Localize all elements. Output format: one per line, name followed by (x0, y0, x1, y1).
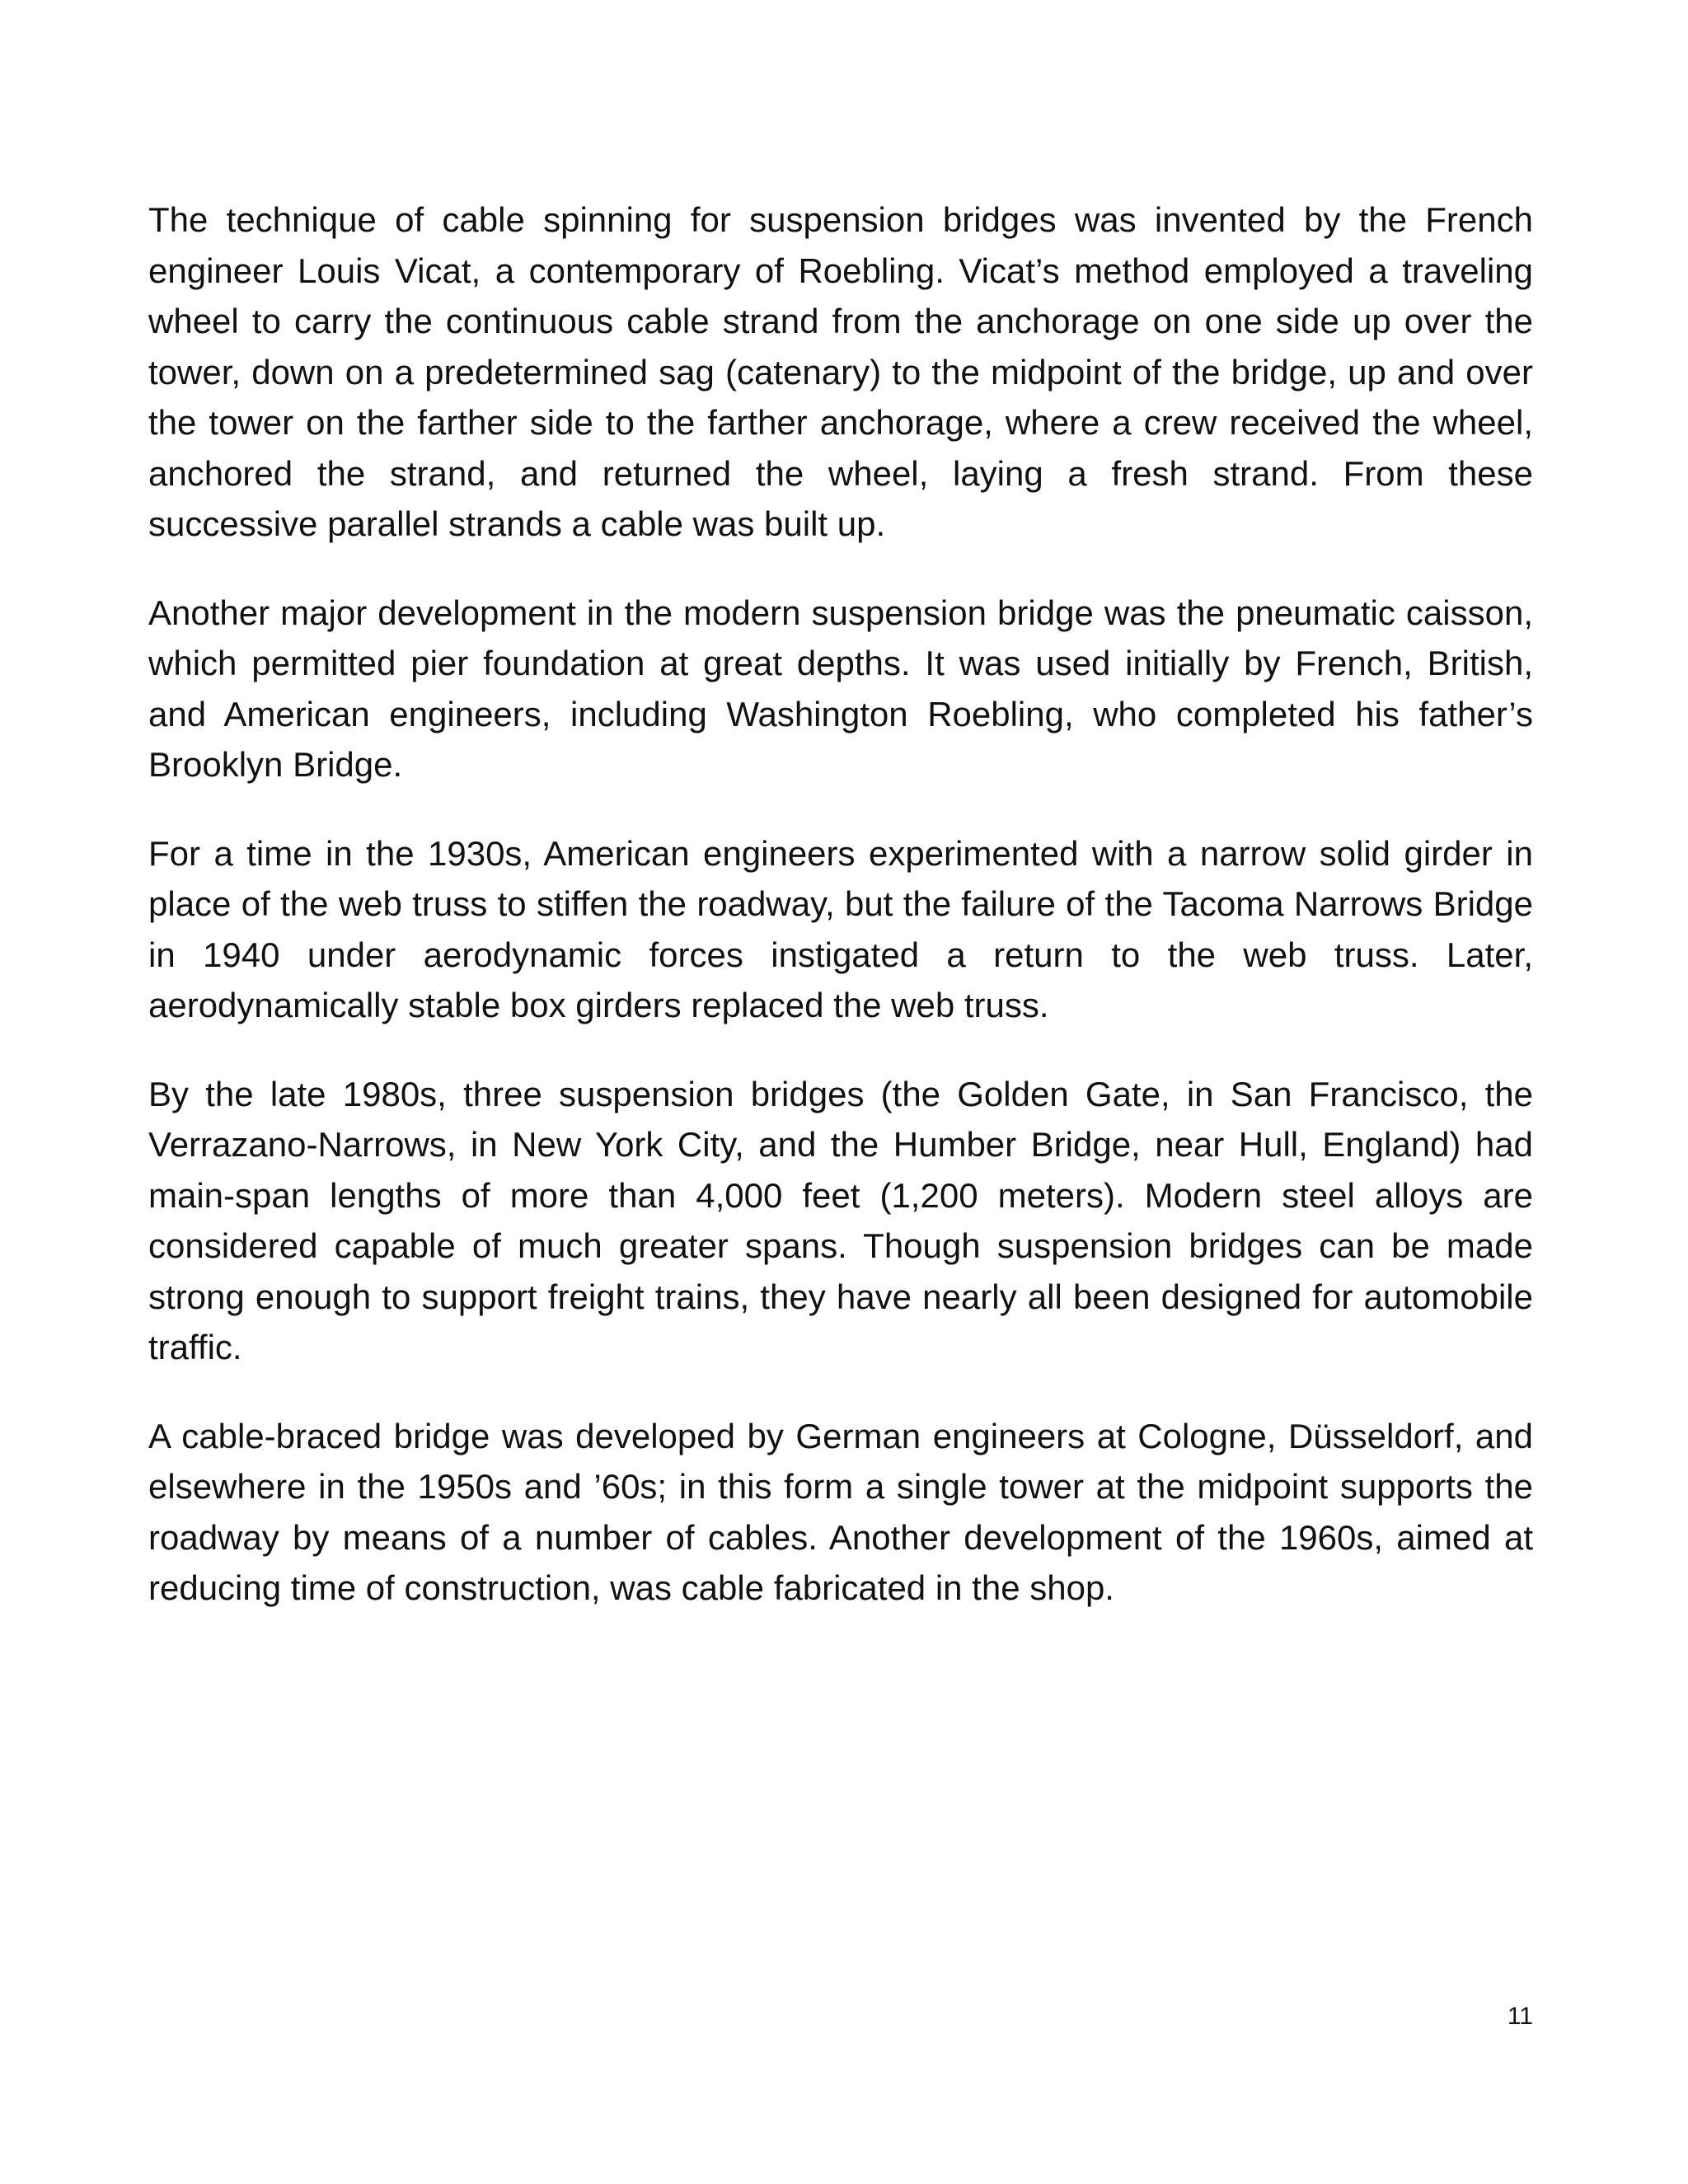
page-number: 11 (1507, 2003, 1533, 2030)
paragraph-span-lengths: By the late 1980s, three suspension bridges (the Golden Gate, in San Francisco, the Verrazano-Narrows, in New York City, and the Humber Bridge, near Hull, England) had main-span lengths of more than 4,000 feet (1,200 meters). Modern steel alloys are considered capable of much greater spans. Though suspension bridges can be made strong enough to support freight trains, they have nearly all been designed for automobile traffic. (148, 1074, 1533, 1366)
body-text (148, 194, 1533, 1652)
paragraph-cable-spinning: The technique of cable spinning for suspension bridges was invented by the French engineer Louis Vicat, a contemporary of Roebling. Vicat’s method employed a traveling wheel to carry the continuous cable strand from the anchorage on one side up over the tower, down on a predetermined sag (catenary) to the midpoint of the bridge, up and over the tower on the farther side to the farther anchorage, where a crew received the wheel, anchored the strand, and returned the wheel, laying a fresh strand. From these successive parallel strands a cable was built up. (148, 200, 1533, 543)
paragraph-cable-braced-bridge: A cable-braced bridge was developed by German engineers at Cologne, Düsseldorf, and elsewhere in the 1950s and ’60s; in this form a single tower at the midpoint supports the roadway by means of a number of cables. Another development of the 1960s, aimed at reducing time of construction, was cable fabricated in the shop. (148, 1416, 1533, 1607)
paragraph-girder-experiment: For a time in the 1930s, American engineers experimented with a narrow solid girder in place of the web truss to stiffen the roadway, but the failure of the Tacoma Narrows Bridge in 1940 under aerodynamic forces instigated a return to the web truss. Later, aerodynamically stable box girders replaced the web truss. (148, 833, 1533, 1024)
paragraph-pneumatic-caisson: Another major development in the modern suspension bridge was the pneumatic caisson, which permitted pier foundation at great depths. It was used initially by French, British, and American engineers, including Washington Roebling, who completed his father’s Brooklyn Bridge. (148, 593, 1533, 784)
